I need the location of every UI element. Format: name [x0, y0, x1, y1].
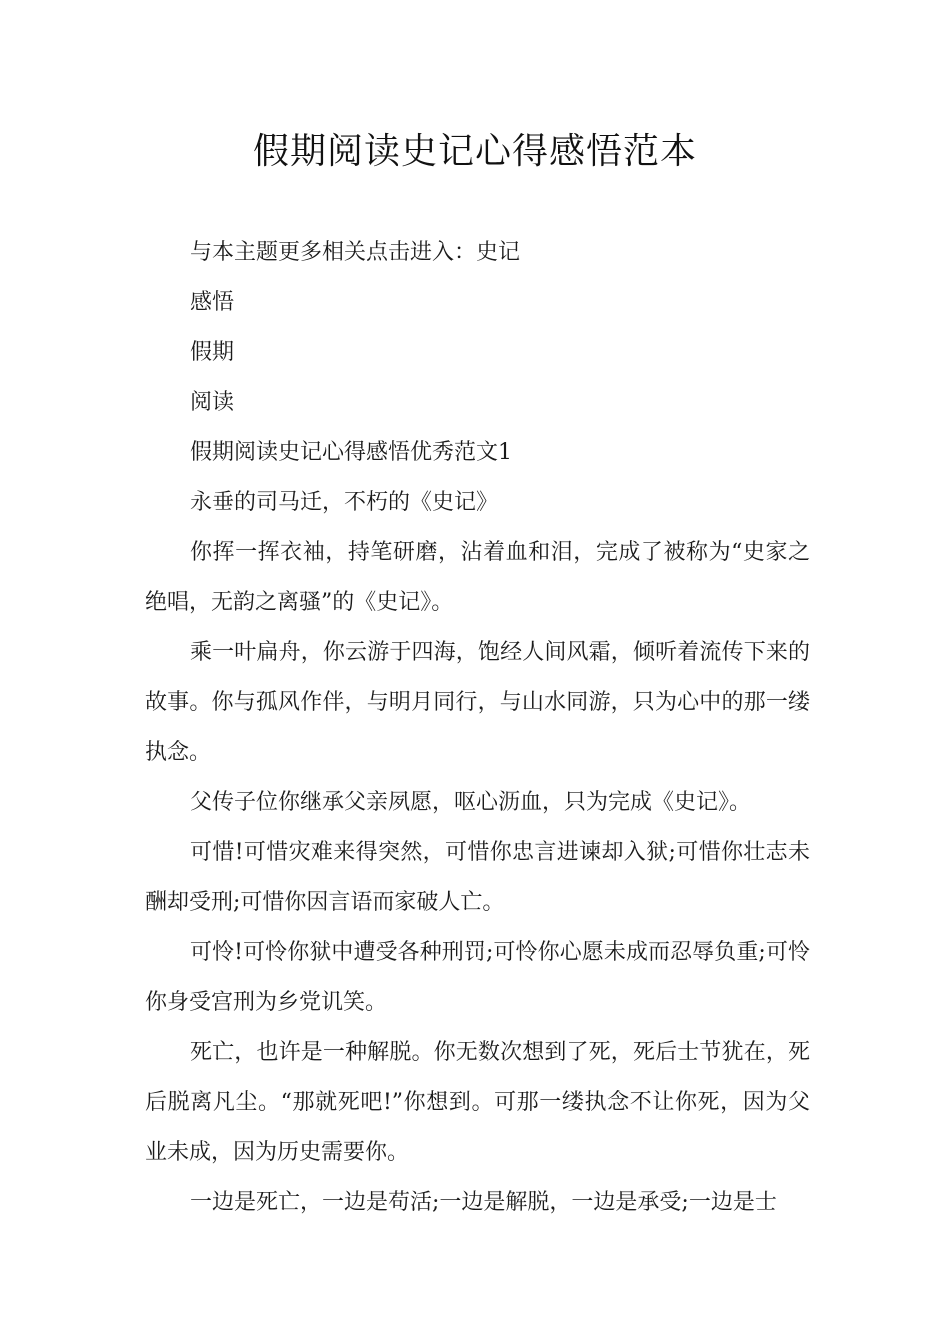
body-paragraph: 乘一叶扁舟，你云游于四海，饱经人间风霜，倾听着流传下来的故事。你与孤风作伴，与明月同行，与山水同游，只为心中的那一缕执念。 [145, 640, 810, 765]
body-paragraph: 死亡，也许是一种解脱。你无数次想到了死，死后士节犹在，死后脱离凡尘。“那就死吧!”你想到。可那一缕执念不让你死，因为父业未成，因为历史需要你。 [145, 1040, 810, 1165]
body-paragraph: 感悟 [190, 290, 235, 315]
body-paragraph: 永垂的司马迁，不朽的《史记》 [190, 490, 499, 515]
body-paragraph: 与本主题更多相关点击进入：史记 [190, 240, 521, 265]
body-paragraph: 你挥一挥衣袖，持笔研磨，沾着血和泪，完成了被称为“史家之绝唱，无韵之离骚”的《史记》。 [145, 540, 810, 615]
body-paragraph: 假期 [190, 340, 235, 365]
document-body [145, 228, 810, 1228]
body-paragraph: 可惜!可惜灾难来得突然，可惜你忠言进谏却入狱;可惜你壮志未酬却受刑;可惜你因言语而家破人亡。 [145, 840, 810, 915]
body-paragraph: 一边是死亡，一边是苟活;一边是解脱，一边是承受;一边是士 [190, 1190, 777, 1215]
body-paragraph: 可怜!可怜你狱中遭受各种刑罚;可怜你心愿未成而忍辱负重;可怜你身受宫刑为乡党讥笑。 [145, 940, 810, 1015]
document-title: 假期阅读史记心得感悟范本 [252, 131, 697, 172]
body-paragraph: 阅读 [190, 390, 235, 415]
section-heading: 假期阅读史记心得感悟优秀范文1 [190, 440, 512, 465]
body-paragraph: 父传子位你继承父亲夙愿，呕心沥血，只为完成《史记》。 [190, 790, 752, 815]
